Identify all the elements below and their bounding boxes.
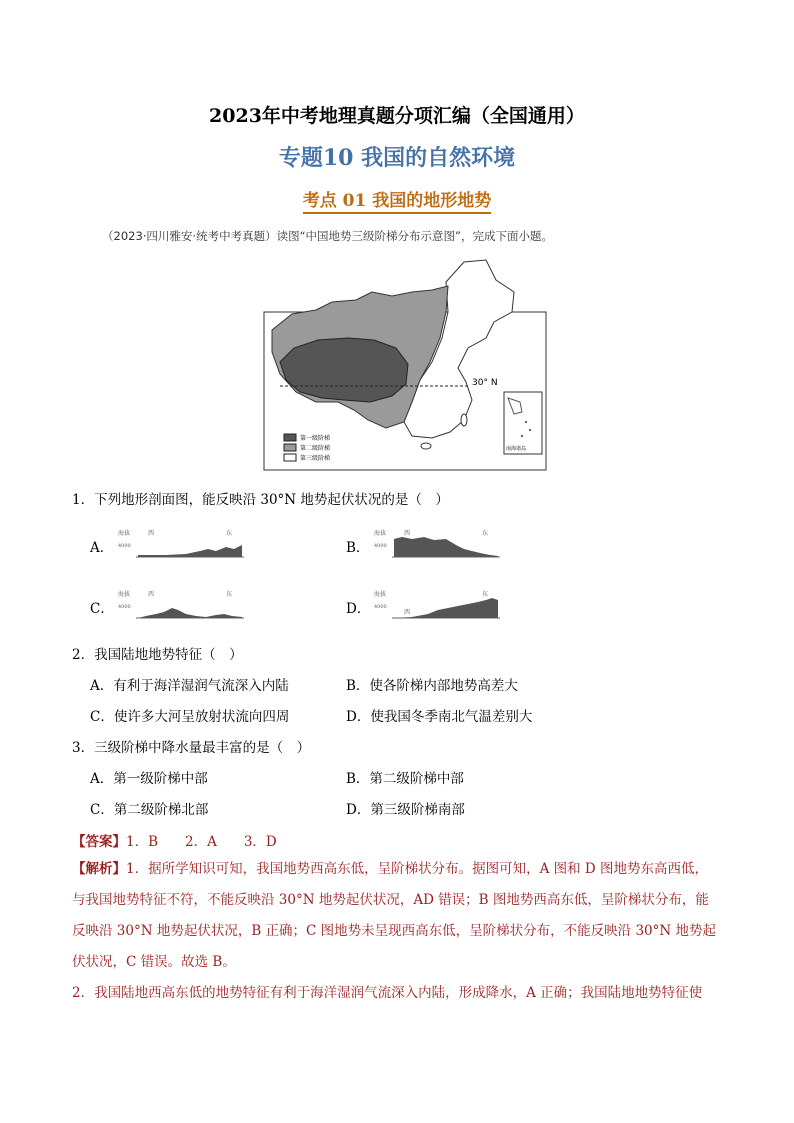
exam-point-text: 考点 01 我国的地形地势 bbox=[303, 191, 492, 214]
profile-terrain bbox=[138, 545, 242, 557]
inset-island bbox=[529, 429, 531, 431]
q3-option-a[interactable]: A．第一级阶梯中部 bbox=[90, 771, 208, 787]
answer-text: 1．B 2．A 3．D bbox=[126, 834, 277, 850]
profile-east: 东 bbox=[226, 530, 233, 537]
inset-label: 南海诸岛 bbox=[506, 446, 527, 452]
q2-option-d[interactable]: D．使我国冬季南北气温差别大 bbox=[346, 709, 533, 725]
profile-west: 西 bbox=[148, 591, 155, 598]
terrain-step-map bbox=[236, 252, 562, 474]
question-intro: （2023·四川雅安·统考中考真题）读图“中国地势三级阶梯分布示意图”，完成下面小题。 bbox=[102, 229, 553, 243]
profile-terrain bbox=[394, 537, 498, 557]
profile-tick: 4000 bbox=[118, 604, 131, 610]
analysis-text: 1．据所学知识可知，我国地势西高东低，呈阶梯状分布。据图可知，A 图和 D 图地势东高西低， bbox=[126, 861, 709, 877]
profile-ylabel: 海拔 bbox=[374, 530, 387, 537]
taiwan-island bbox=[461, 414, 467, 426]
profile-tick: 4000 bbox=[118, 543, 131, 549]
legend-swatch-step1 bbox=[284, 434, 296, 441]
analysis-block bbox=[72, 854, 732, 1009]
profile-a-graphic bbox=[116, 527, 246, 561]
legend-step3: 第三级阶梯 bbox=[300, 455, 331, 462]
q1-option-d-label[interactable]: D． bbox=[346, 601, 371, 617]
q1-option-a-label[interactable]: A． bbox=[90, 540, 114, 556]
inset-island bbox=[521, 435, 523, 437]
profile-tick: 4000 bbox=[374, 543, 387, 549]
profile-ylabel: 海拔 bbox=[118, 591, 131, 598]
q1-option-d-profile[interactable] bbox=[372, 588, 497, 628]
profile-east: 东 bbox=[226, 591, 233, 598]
profile-ylabel: 海拔 bbox=[374, 591, 387, 598]
analysis-line-3: 反映沿 30°N 地势起伏状况，B 正确；C 图地势未呈现西高东低，呈阶梯状分布，不能反映沿 30°N 地势起 bbox=[72, 923, 716, 939]
profile-c-graphic bbox=[116, 588, 246, 622]
analysis-tag: 【解析】 bbox=[72, 861, 126, 877]
analysis-line-1 bbox=[72, 854, 732, 885]
hainan-island bbox=[421, 443, 431, 449]
profile-west: 西 bbox=[404, 530, 411, 537]
q2-option-b[interactable]: B．使各阶梯内部地势高差大 bbox=[346, 678, 518, 694]
question-1: 1．下列地形剖面图，能反映沿 30°N 地势起伏状况的是（ ） bbox=[72, 492, 449, 508]
legend-step1: 第一级阶梯 bbox=[300, 435, 331, 442]
q2-option-a[interactable]: A．有利于海洋湿润气流深入内陆 bbox=[90, 678, 289, 694]
latitude-label: 30° N bbox=[472, 378, 498, 388]
analysis-line-2: 与我国地势特征不符，不能反映沿 30°N 地势起伏状况，AD 错误；B 图地势西高东低，呈阶梯状分布，能 bbox=[72, 892, 709, 908]
document-title: 2023年中考地理真题分项汇编（全国通用） bbox=[209, 105, 585, 127]
topic-title: 专题10 我国的自然环境 bbox=[278, 145, 516, 171]
profile-ylabel: 海拔 bbox=[118, 530, 131, 537]
q1-option-b-profile[interactable] bbox=[372, 527, 497, 567]
legend-step2: 第二级阶梯 bbox=[300, 445, 331, 452]
legend-swatch-step2 bbox=[284, 444, 296, 451]
profile-tick: 4000 bbox=[374, 604, 387, 610]
q1-option-b-label[interactable]: B． bbox=[346, 540, 370, 556]
profile-west: 西 bbox=[404, 609, 411, 616]
q3-option-d[interactable]: D．第三级阶梯南部 bbox=[346, 802, 465, 818]
profile-d-graphic bbox=[372, 588, 502, 622]
q1-option-a-profile[interactable] bbox=[116, 527, 241, 567]
profile-east: 东 bbox=[482, 591, 489, 598]
profile-east: 东 bbox=[482, 530, 489, 537]
q3-option-c[interactable]: C．第二级阶梯北部 bbox=[90, 802, 209, 818]
answer-line bbox=[72, 830, 277, 850]
q1-option-c-label[interactable]: C． bbox=[90, 601, 114, 617]
analysis-line-4: 伏状况，C 错误。故选 B。 bbox=[72, 954, 236, 970]
profile-b-graphic bbox=[372, 527, 502, 561]
question-3: 3．三级阶梯中降水量最丰富的是（ ） bbox=[72, 740, 311, 756]
answer-tag: 【答案】 bbox=[72, 834, 126, 850]
q3-option-b[interactable]: B．第二级阶梯中部 bbox=[346, 771, 464, 787]
q1-option-c-profile[interactable] bbox=[116, 588, 241, 628]
analysis-line-5: 2．我国陆地西高东低的地势特征有利于海洋湿润气流深入内陆，形成降水，A 正确；我国陆地地势特征使 bbox=[72, 985, 703, 1001]
profile-west: 西 bbox=[148, 530, 155, 537]
terrain-step-map-graphic bbox=[236, 252, 562, 474]
q2-option-c[interactable]: C．使许多大河呈放射状流向四周 bbox=[90, 709, 290, 725]
exam-point-title bbox=[0, 186, 794, 211]
legend-swatch-step3 bbox=[284, 454, 296, 461]
profile-terrain bbox=[138, 608, 242, 618]
question-2: 2．我国陆地地势特征（ ） bbox=[72, 647, 243, 663]
inset-island bbox=[525, 421, 527, 423]
